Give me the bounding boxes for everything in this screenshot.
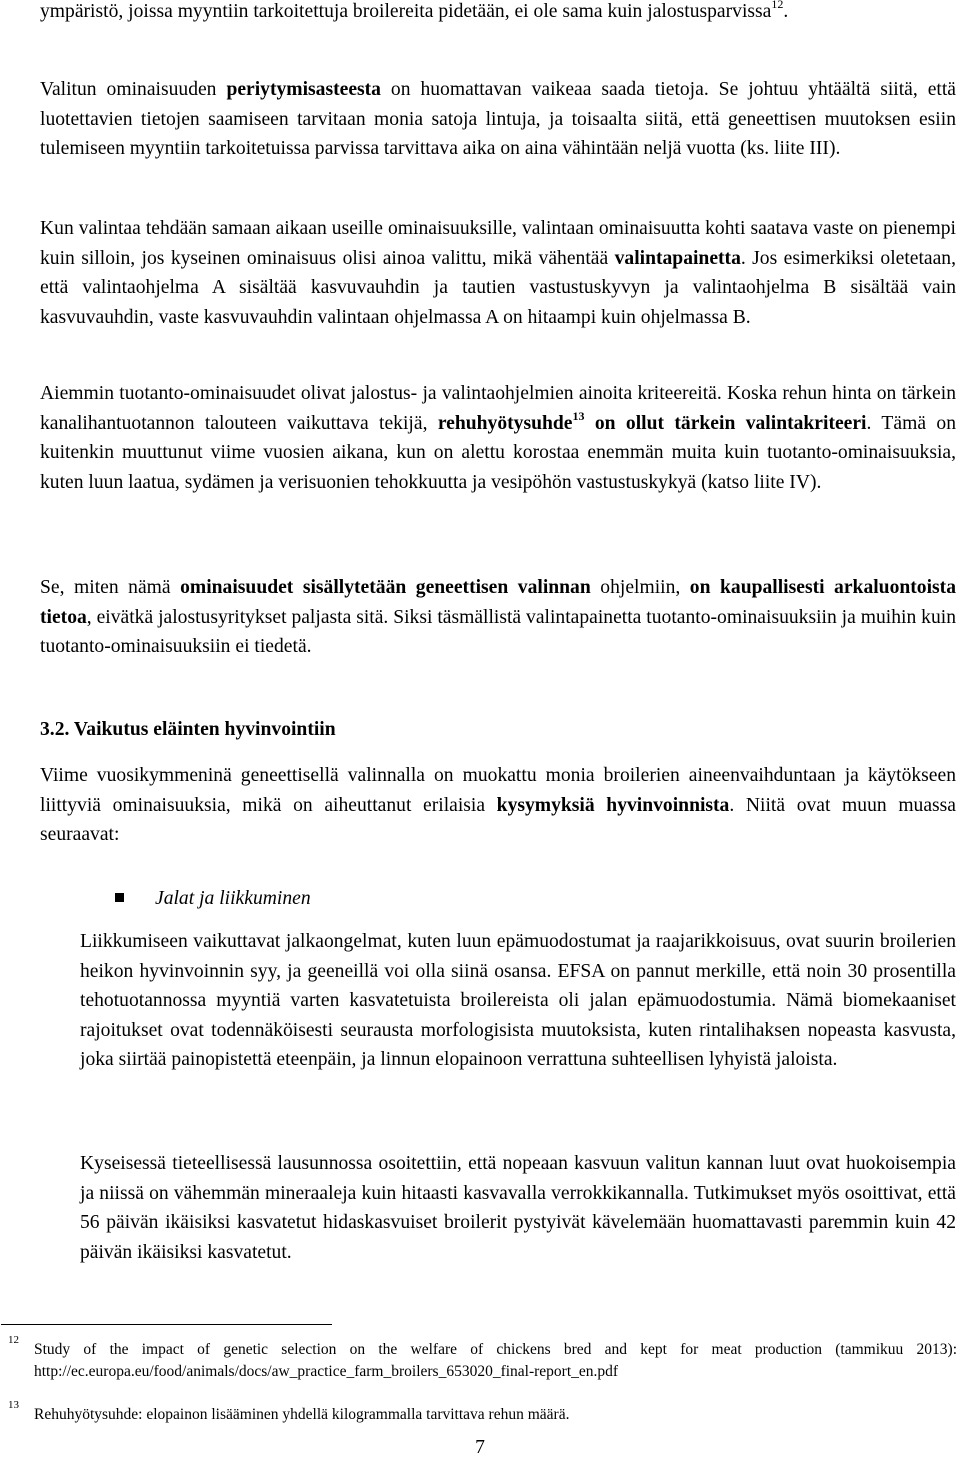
- paragraph-environment-end: .: [783, 1, 789, 22]
- paragraph-feed-efficiency-part1: Aiemmin tuotanto-ominaisuudet olivat jalostus- ja valintaohjelmien ainoita kriteereitä. Koska rehun hinta on tärkein kanalihantuotannon talouteen vaikuttava tekijä,: [40, 383, 956, 434]
- paragraph-commercial-secrecy-part3: , eivätkä jalostusyritykset paljasta sitä. Siksi täsmällistä valintapainetta tuotanto-ominaisuuksiin ja muihin kuin tuotanto-ominaisuuksiin ei tiedetä.: [40, 606, 956, 657]
- footnote-number: 12: [8, 1334, 19, 1346]
- paragraph-heritability: [40, 75, 956, 164]
- term-selection-criterion: on ollut tärkein valintakriteeri: [584, 412, 867, 434]
- term-heritability: periytymisasteesta: [226, 79, 381, 100]
- term-selection-pressure: valintapainetta: [614, 247, 741, 269]
- paragraph-bone-study: Kyseisessä tieteellisessä lausunnossa osoitettiin, että nopeaan kasvuun valitun kannan luut ovat huokoisempia ja niissä on vähemmän mineraaleja kuin hitaasti kasvavalla verrokkikannalla. Tutkimukset myös osoittivat, että 56 päivän ikäisiksi kasvatetut hidaskasvuiset broilerit pystyivät kävelemään huomattavasti paremmin kuin 42 päivän ikäisiksi kasvatetut.: [80, 1153, 956, 1263]
- footnote-ref-13: 13: [572, 408, 585, 423]
- paragraph-welfare-intro: [40, 761, 956, 850]
- paragraph-welfare-intro-part2: . Niitä ovat muun muassa seuraavat:: [40, 794, 957, 845]
- paragraph-selection-pressure-part2: . Jos esimerkiksi oletetaan, että valintaohjelma A sisältää kasvuvauhdin ja tautien vastustuskyvyn ja valintaohjelma B sisältää vain kasvuvauhdin, vaste kasvuvauhdin valintaan ohjelmassa A on hitaampi kuin ohjelmassa B.: [40, 247, 957, 328]
- footnote-text: Study of the impact of genetic selection on the welfare of chickens bred and kept for meat production (tammikuu 2013): http://ec.europa.eu/food/animals/docs/aw_practice_farm_broilers_653020_final-report_en.pdf: [34, 1341, 957, 1380]
- paragraph-commercial-secrecy-part1: Se, miten nämä: [40, 577, 181, 598]
- footnote-ref-12: 12: [771, 0, 784, 11]
- paragraph-welfare-intro-part1: Viime vuosikymmeninä geneettisellä valinnalla on muokattu monia broilerien aineenvaihduntaan ja käytökseen liittyviä ominaisuuksia, mikä on aiheuttanut erilaisia: [40, 765, 956, 816]
- page-number: 7: [475, 1437, 485, 1458]
- square-bullet-icon: [115, 893, 124, 902]
- term-welfare-issues: kysymyksiä hyvinvoinnista: [496, 794, 730, 816]
- footnote-text: Rehuhyötysuhde: elopainon lisääminen yhdellä kilogrammalla tarvittava rehun määrä.: [34, 1406, 570, 1423]
- footnote-number: 13: [8, 1399, 19, 1411]
- paragraph-heritability-part1: Valitun ominaisuuden: [40, 79, 227, 100]
- paragraph-selection-pressure-part1: Kun valintaa tehdään samaan aikaan useille ominaisuuksille, valintaan ominaisuutta kohti saatava vaste on pienempi kuin silloin, jos kyseinen ominaisuus olisi ainoa valittu, mikä vähentää: [40, 218, 956, 269]
- paragraph-selection-pressure: [40, 214, 956, 332]
- paragraph-environment-text: ympäristö, joissa myyntiin tarkoitettuja broilereita pidetään, ei ole sama kuin jalostusparvissa: [40, 1, 772, 22]
- footnote-divider: [1, 1324, 332, 1325]
- bullet-item-label: Jalat ja liikkuminen: [155, 888, 311, 909]
- paragraph-feed-efficiency: [40, 379, 956, 497]
- paragraph-leg-problems: Liikkumiseen vaikuttavat jalkaongelmat, kuten luun epämuodostumat ja raajarikkoisuus, ovat suurin broilerien heikon hyvinvoinnin syy, ja geeneillä voi olla siinä osansa. EFSA on pannut merkille, että noin 30 prosentilla tehotuotannossa myyntiä varten kasvatetuista broilereista oli jalan epämuodostumia. Nämä biomekaaniset rajoitukset ovat todennäköisesti seurausta morfologisista muutoksista, kuten rintalihaksen nopeasta kasvusta, joka siirtää painopistettä eteenpäin, ja linnun elopainoon verrattuna suhteellisen lyhyistä jaloista.: [80, 931, 956, 1070]
- paragraph-commercial-secrecy-part2: ohjelmiin,: [590, 577, 690, 598]
- section-heading: 3.2. Vaikutus eläinten hyvinvointiin: [40, 719, 336, 740]
- paragraph-feed-efficiency-part2: . Tämä on kuitenkin muuttunut viime vuosien aikana, kun on alettu korostaa enemmän muita kuin tuotanto-ominaisuuksia, kuten luun laatua, sydämen ja verisuonien tehokkuutta ja vesipöhön vastustuskykyä (katso liite IV).: [40, 412, 956, 493]
- paragraph-commercial-secrecy: [40, 573, 956, 662]
- paragraph-heritability-part2: on huomattavan vaikeaa saada tietoja. Se johtuu yhtäältä siitä, että luotettavien tietojen saamiseen tarvitaan monia satoja lintuja, ja toisaalta siitä, että geneettisen muutoksen esiin tulemiseen myyntiin tarkoitetuissa parvissa tarvittava aika on aina vähintään neljä vuotta (ks. liite III).: [40, 79, 956, 159]
- term-feed-efficiency: rehuhyötysuhde: [437, 412, 573, 434]
- paragraph-environment: [40, 0, 956, 27]
- term-genetic-selection-traits: ominaisuudet sisällytetään geneettisen valinnan: [180, 577, 591, 598]
- term-commercially-sensitive: on kaupallisesti arkaluontoista tietoa: [40, 577, 956, 628]
